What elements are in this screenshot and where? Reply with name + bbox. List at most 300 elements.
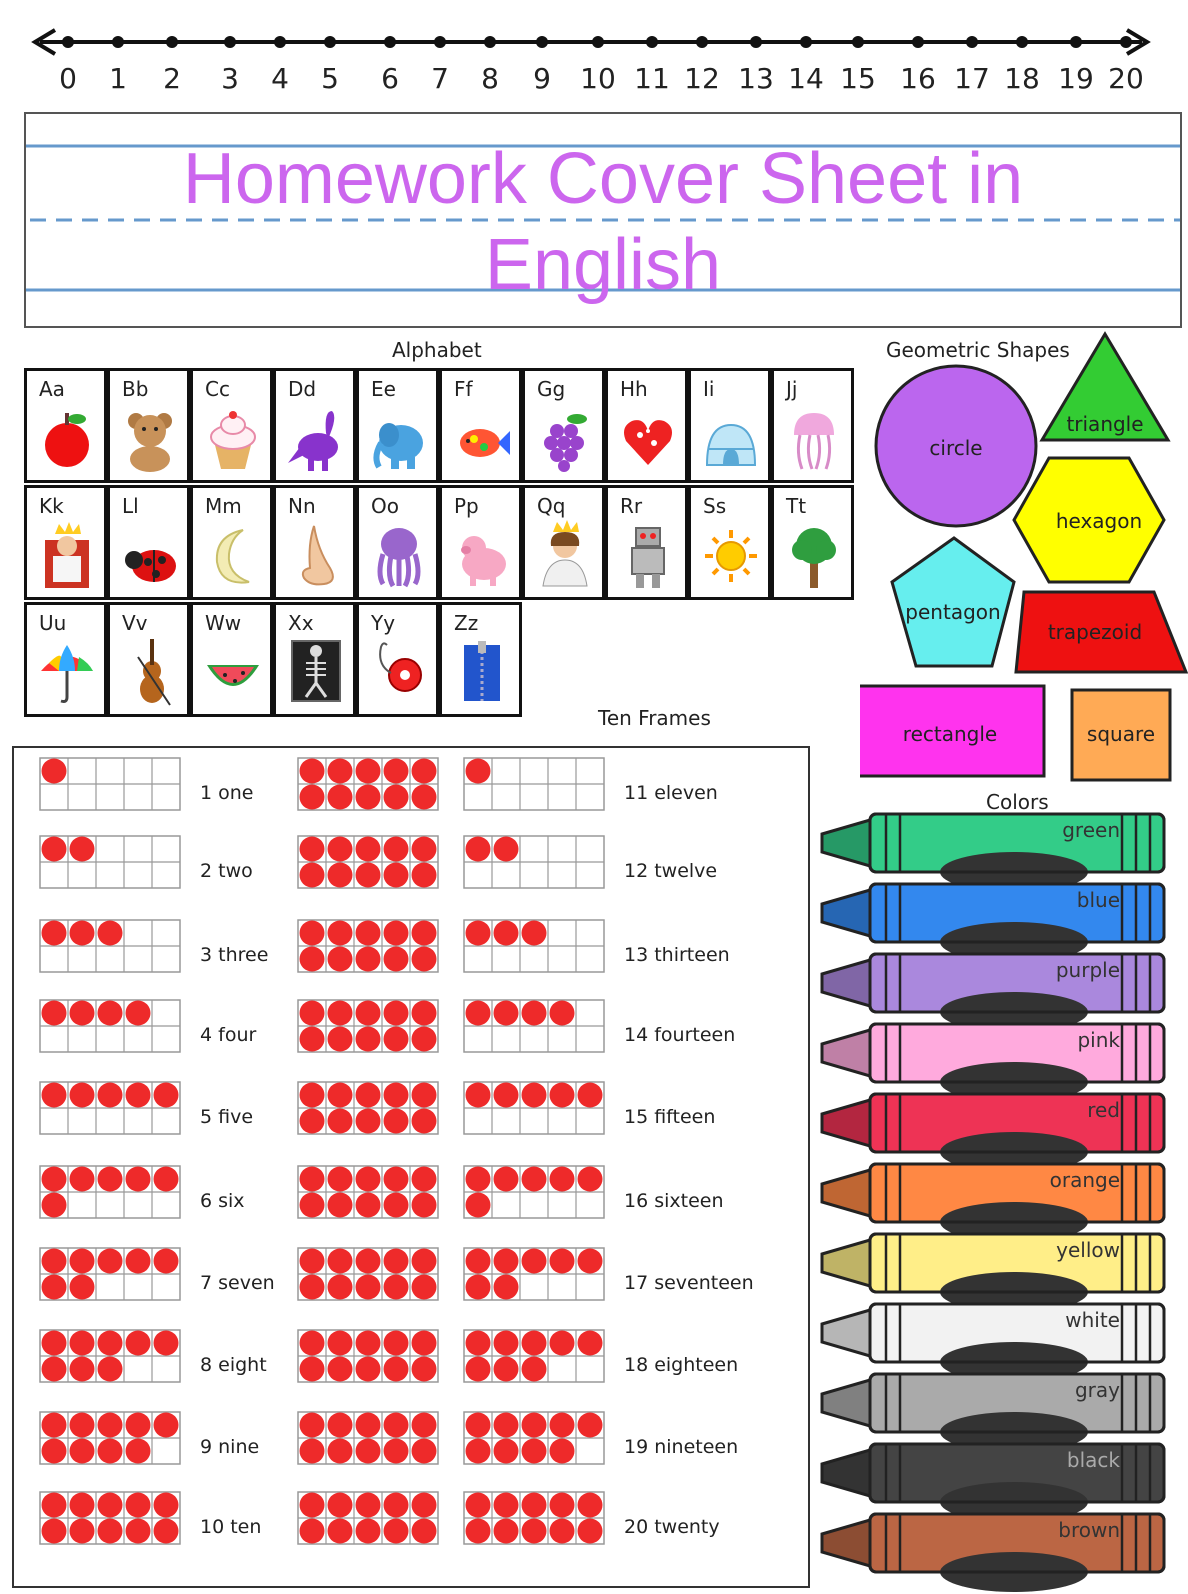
ten-frame-label: 18 eighteen [624, 1354, 739, 1376]
ten-frame [40, 1492, 180, 1544]
ten-frame-counter [300, 1519, 325, 1544]
alphabet-letter: Yy [371, 611, 396, 635]
tree-icon [786, 520, 842, 590]
ten-frame-counter [412, 837, 437, 862]
number-line-dot [646, 36, 658, 48]
ten-frame-counter [466, 1167, 491, 1192]
alphabet-cell [605, 485, 688, 600]
ten-frame-counter [578, 1249, 603, 1274]
octopus-icon [371, 520, 427, 590]
alphabet-heading: Alphabet [392, 338, 482, 362]
square-label: square [1086, 722, 1156, 746]
number-line-label: 12 [684, 62, 720, 95]
ten-frames-heading: Ten Frames [598, 706, 711, 730]
ten-frame-label: 14 fourteen [624, 1024, 736, 1046]
ten-frame-counter [300, 1493, 325, 1518]
ten-frame [40, 920, 180, 972]
ten-frame-counter [494, 1493, 519, 1518]
number-line-label: 9 [533, 62, 551, 95]
number-line-label: 1 [109, 62, 127, 95]
alphabet-cell [190, 602, 273, 717]
ten-frame-counter [300, 1439, 325, 1464]
alphabet-cell [439, 485, 522, 600]
ten-frame-counter [42, 1275, 67, 1300]
ten-frame-counter [384, 1109, 409, 1134]
ten-frame-counter [412, 1167, 437, 1192]
fish-icon [454, 403, 510, 473]
ten-frame-label: 11 eleven [624, 782, 718, 804]
ten-frame-counter [154, 1167, 179, 1192]
ten-frame-counter [328, 1275, 353, 1300]
number-line-dot [384, 36, 396, 48]
alphabet-letter: Qq [537, 494, 566, 518]
ten-frame-label: 1 one [200, 782, 254, 804]
ten-frame-counter [70, 1493, 95, 1518]
ten-frame-counter [384, 1001, 409, 1026]
ten-frame-counter [550, 1167, 575, 1192]
ten-frame-label: 7 seven [200, 1272, 275, 1294]
ten-frame-counter [550, 1519, 575, 1544]
number-line-dot [696, 36, 708, 48]
number-line-label: 14 [788, 62, 824, 95]
ten-frame-counter [70, 1413, 95, 1438]
crayon-label: green [1062, 818, 1120, 842]
number-line-label: 17 [954, 62, 990, 95]
number-line [0, 0, 1188, 110]
ten-frame-counter [522, 1519, 547, 1544]
ten-frame-counter [466, 759, 491, 784]
ten-frame [464, 1248, 604, 1300]
alphabet-cell [107, 602, 190, 717]
ten-frame-counter [70, 1249, 95, 1274]
ten-frame-counter [300, 785, 325, 810]
alphabet-cell [356, 368, 439, 483]
ten-frame-label: 20 twenty [624, 1516, 720, 1538]
ten-frame-counter [466, 1193, 491, 1218]
ten-frame-counter [494, 1275, 519, 1300]
alphabet-letter: Bb [122, 377, 149, 401]
ten-frame-counter [300, 1167, 325, 1192]
ten-frame-counter [98, 1249, 123, 1274]
ten-frame-counter [494, 1519, 519, 1544]
ten-frame-counter [42, 1001, 67, 1026]
ten-frame-counter [300, 1083, 325, 1108]
alphabet-cell [688, 485, 771, 600]
ten-frame-counter [98, 1083, 123, 1108]
ten-frame-counter [356, 837, 381, 862]
ten-frame-counter [494, 837, 519, 862]
crayon-label: orange [1049, 1168, 1120, 1192]
ten-frame-counter [300, 759, 325, 784]
ten-frame-counter [356, 1249, 381, 1274]
alphabet-letter: Pp [454, 494, 479, 518]
ten-frame-counter [384, 1249, 409, 1274]
crayon-label: pink [1077, 1028, 1120, 1052]
ten-frame-counter [522, 921, 547, 946]
ten-frame-counter [356, 1001, 381, 1026]
ten-frame-counter [494, 1331, 519, 1356]
robot-icon [620, 520, 676, 590]
ten-frame-counter [356, 1331, 381, 1356]
grapes-icon [537, 403, 593, 473]
ten-frame-label: 5 five [200, 1106, 254, 1128]
zipper-icon [454, 637, 510, 707]
ten-frame [298, 1082, 438, 1134]
number-line-dot [800, 36, 812, 48]
alphabet-letter: Nn [288, 494, 316, 518]
ten-frame-counter [494, 1357, 519, 1382]
ten-frame-counter [300, 1357, 325, 1382]
ten-frame-counter [328, 1439, 353, 1464]
number-line-label: 18 [1004, 62, 1040, 95]
ten-frame-counter [356, 1357, 381, 1382]
alphabet-letter: Hh [620, 377, 648, 401]
ten-frame-counter [300, 1331, 325, 1356]
ten-frame-counter [328, 1413, 353, 1438]
ten-frame-counter [42, 1167, 67, 1192]
ten-frame-counter [42, 1519, 67, 1544]
alphabet-cell [24, 602, 107, 717]
ten-frame-label: 10 ten [200, 1516, 262, 1538]
ten-frame-counter [356, 1439, 381, 1464]
shapes-heading: Geometric Shapes [886, 338, 1070, 362]
alphabet-letter: Ff [454, 377, 473, 401]
ten-frame-counter [300, 837, 325, 862]
ten-frame-counter [356, 947, 381, 972]
crayon-label: purple [1055, 958, 1120, 982]
ten-frame-counter [154, 1493, 179, 1518]
ten-frame [298, 1248, 438, 1300]
ten-frames-box [12, 746, 810, 1588]
ten-frame-counter [384, 1439, 409, 1464]
ten-frame-counter [494, 1249, 519, 1274]
ten-frame-counter [98, 1167, 123, 1192]
ten-frame [298, 1412, 438, 1464]
alphabet-cell [688, 368, 771, 483]
ten-frame-counter [522, 1001, 547, 1026]
ten-frame-counter [300, 947, 325, 972]
ten-frame-counter [550, 1001, 575, 1026]
ten-frame-counter [550, 1331, 575, 1356]
ten-frame-counter [328, 1109, 353, 1134]
ten-frame-counter [412, 1357, 437, 1382]
ten-frame-counter [126, 1493, 151, 1518]
alphabet-cell [439, 368, 522, 483]
page-title [26, 136, 1180, 308]
alphabet-letter: Ss [703, 494, 727, 518]
ten-frame-counter [578, 1331, 603, 1356]
crayon-label: yellow [1056, 1238, 1120, 1262]
ten-frame-counter [98, 1413, 123, 1438]
crayon-label: white [1065, 1308, 1120, 1332]
alphabet-cell [24, 485, 107, 600]
ten-frame-counter [300, 1275, 325, 1300]
ten-frame-counter [300, 1109, 325, 1134]
ten-frame-counter [494, 1439, 519, 1464]
ten-frame-counter [300, 1249, 325, 1274]
ten-frame-counter [98, 1493, 123, 1518]
title-box [24, 112, 1182, 328]
igloo-icon [703, 403, 759, 473]
number-line-dot [750, 36, 762, 48]
ten-frame-counter [412, 1001, 437, 1026]
ten-frame-counter [412, 863, 437, 888]
ten-frame [298, 1166, 438, 1218]
ten-frame-counter [550, 1083, 575, 1108]
ten-frame-counter [328, 921, 353, 946]
ten-frame-counter [522, 1167, 547, 1192]
title-line-2: English [484, 225, 722, 305]
ten-frame [40, 1412, 180, 1464]
apple-icon [39, 403, 95, 473]
ten-frame-counter [494, 1167, 519, 1192]
alphabet-letter: Oo [371, 494, 399, 518]
ten-frame-counter [328, 1001, 353, 1026]
number-line-label: 5 [321, 62, 339, 95]
number-line-dot [166, 36, 178, 48]
moon-icon [205, 520, 261, 590]
ten-frame-counter [300, 1027, 325, 1052]
number-line-dot [1120, 36, 1132, 48]
number-line-label: 6 [381, 62, 399, 95]
ten-frame-counter [70, 837, 95, 862]
ten-frame-counter [356, 1167, 381, 1192]
ten-frame-counter [356, 1413, 381, 1438]
ten-frame-counter [42, 1193, 67, 1218]
shapes-panel [860, 330, 1188, 790]
ten-frame-counter [522, 1357, 547, 1382]
ten-frame [464, 920, 604, 972]
ten-frame-counter [70, 1275, 95, 1300]
triangle-label: triangle [1066, 412, 1144, 436]
ten-frame-counter [356, 1083, 381, 1108]
crayon-panel [820, 812, 1184, 1592]
ten-frame-counter [466, 921, 491, 946]
ten-frame-counter [522, 1083, 547, 1108]
ten-frame-counter [522, 1439, 547, 1464]
ten-frame-counter [300, 1413, 325, 1438]
number-line-label: 11 [634, 62, 670, 95]
ten-frame-counter [300, 1001, 325, 1026]
ten-frame-counter [466, 1493, 491, 1518]
number-line-dot [966, 36, 978, 48]
ten-frame-label: 16 sixteen [624, 1190, 724, 1212]
title-line-1: Homework Cover Sheet in [182, 139, 1024, 219]
ten-frame-label: 6 six [200, 1190, 245, 1212]
ten-frame-label: 9 nine [200, 1436, 260, 1458]
ten-frame-counter [412, 1109, 437, 1134]
ten-frame-counter [70, 1083, 95, 1108]
ten-frame-counter [126, 1413, 151, 1438]
ten-frame [464, 1492, 604, 1544]
watermelon-icon [205, 637, 261, 707]
ten-frame-counter [356, 1519, 381, 1544]
ten-frame-counter [466, 1331, 491, 1356]
violin-icon [122, 637, 178, 707]
ten-frame-counter [356, 1109, 381, 1134]
number-line-dot [852, 36, 864, 48]
alphabet-cell [605, 368, 688, 483]
ten-frame-counter [42, 1357, 67, 1382]
ten-frame-counter [98, 1001, 123, 1026]
ten-frame-counter [154, 1249, 179, 1274]
ten-frame-counter [384, 1357, 409, 1382]
rectangle-label: rectangle [902, 722, 998, 746]
ten-frame-counter [578, 1083, 603, 1108]
alphabet-letter: Rr [620, 494, 643, 518]
crayon-label: red [1087, 1098, 1120, 1122]
ten-frame-counter [328, 759, 353, 784]
nose-icon [288, 520, 344, 590]
number-line-label: 2 [163, 62, 181, 95]
ten-frame-counter [356, 863, 381, 888]
ten-frame-counter [154, 1413, 179, 1438]
ten-frame [298, 1000, 438, 1052]
ten-frame-counter [70, 1001, 95, 1026]
ten-frame-counter [42, 1249, 67, 1274]
alphabet-cell [190, 485, 273, 600]
ten-frame [464, 1082, 604, 1134]
ladybug-icon [122, 520, 178, 590]
ten-frame-counter [522, 1493, 547, 1518]
ten-frame-counter [412, 947, 437, 972]
ten-frame [40, 1330, 180, 1382]
ten-frame-counter [154, 1331, 179, 1356]
ten-frame-counter [384, 1275, 409, 1300]
ten-frame-counter [70, 1167, 95, 1192]
ten-frame-counter [126, 1439, 151, 1464]
ten-frame-counter [412, 921, 437, 946]
ten-frame-counter [328, 1083, 353, 1108]
ten-frame-counter [466, 1083, 491, 1108]
ten-frame-counter [70, 1519, 95, 1544]
ten-frame-counter [466, 1519, 491, 1544]
alphabet-cell [273, 602, 356, 717]
ten-frame-counter [412, 1275, 437, 1300]
alphabet-cell [771, 485, 854, 600]
ten-frame-counter [42, 1331, 67, 1356]
number-line-label: 16 [900, 62, 936, 95]
ten-frame [298, 758, 438, 810]
ten-frame-counter [466, 1439, 491, 1464]
alphabet-letter: Dd [288, 377, 317, 401]
ten-frame [298, 836, 438, 888]
number-line-label: 15 [840, 62, 876, 95]
ten-frame-counter [550, 1439, 575, 1464]
ten-frame-counter [522, 1413, 547, 1438]
ten-frame-counter [328, 837, 353, 862]
number-line-dot [62, 36, 74, 48]
ten-frame-counter [384, 947, 409, 972]
ten-frame [298, 920, 438, 972]
ten-frame-counter [328, 1493, 353, 1518]
ten-frame-counter [466, 1357, 491, 1382]
ten-frame-counter [154, 1519, 179, 1544]
alphabet-letter: Ll [122, 494, 139, 518]
number-line-label: 10 [580, 62, 616, 95]
number-line-dot [274, 36, 286, 48]
number-line-label: 20 [1108, 62, 1144, 95]
ten-frame-counter [42, 921, 67, 946]
ten-frame-counter [126, 1331, 151, 1356]
ten-frame-counter [126, 1001, 151, 1026]
ten-frame-counter [328, 1193, 353, 1218]
ten-frame-label: 15 fifteen [624, 1106, 716, 1128]
ten-frame-counter [384, 1083, 409, 1108]
crayon-label: gray [1074, 1378, 1120, 1402]
number-line-dot [536, 36, 548, 48]
number-line-dot [224, 36, 236, 48]
ten-frame-counter [466, 1001, 491, 1026]
ten-frame-label: 17 seventeen [624, 1272, 754, 1294]
alphabet-letter: Ee [371, 377, 396, 401]
ten-frame-counter [42, 1493, 67, 1518]
xray-icon [288, 637, 344, 707]
alphabet-grid [24, 368, 870, 730]
ten-frame-counter [384, 1331, 409, 1356]
ten-frame-counter [550, 1413, 575, 1438]
ten-frame-counter [356, 921, 381, 946]
ten-frame-counter [98, 1439, 123, 1464]
ten-frame-counter [42, 1083, 67, 1108]
ten-frame-counter [384, 837, 409, 862]
number-line-dot [912, 36, 924, 48]
ten-frame-counter [412, 1519, 437, 1544]
alphabet-letter: Uu [39, 611, 67, 635]
ten-frame-counter [98, 921, 123, 946]
alphabet-cell [24, 368, 107, 483]
ten-frame-counter [300, 1193, 325, 1218]
heart-icon [620, 403, 676, 473]
ten-frame-counter [70, 1331, 95, 1356]
number-line-label: 8 [481, 62, 499, 95]
ten-frame [40, 1166, 180, 1218]
ten-frame-counter [98, 1331, 123, 1356]
ten-frame-counter [328, 1519, 353, 1544]
ten-frame-counter [70, 921, 95, 946]
alphabet-cell [273, 368, 356, 483]
ten-frame-counter [328, 863, 353, 888]
alphabet-cell [522, 368, 605, 483]
alphabet-letter: Jj [786, 377, 798, 401]
bear-icon [122, 403, 178, 473]
ten-frame-counter [70, 1357, 95, 1382]
number-line-label: 7 [431, 62, 449, 95]
ten-frame-counter [466, 1413, 491, 1438]
dinosaur-icon [288, 403, 344, 473]
alphabet-letter: Tt [786, 494, 807, 518]
ten-frame-counter [412, 1493, 437, 1518]
ten-frame-counter [384, 785, 409, 810]
ten-frame [464, 1330, 604, 1382]
cupcake-icon [205, 403, 261, 473]
ten-frame-counter [412, 1193, 437, 1218]
crayon-label: black [1066, 1448, 1120, 1472]
ten-frame-counter [42, 1413, 67, 1438]
hexagon-label: hexagon [1055, 509, 1143, 533]
number-line-dot [434, 36, 446, 48]
ten-frame [464, 1166, 604, 1218]
ten-frame-label: 13 thirteen [624, 944, 730, 966]
ten-frame-label: 19 nineteen [624, 1436, 739, 1458]
number-line-dot [324, 36, 336, 48]
alphabet-letter: Kk [39, 494, 64, 518]
ten-frame-counter [126, 1519, 151, 1544]
ten-frame-counter [522, 1249, 547, 1274]
queen-icon [537, 520, 593, 590]
number-line-dot [1070, 36, 1082, 48]
yoyo-icon [371, 637, 427, 707]
